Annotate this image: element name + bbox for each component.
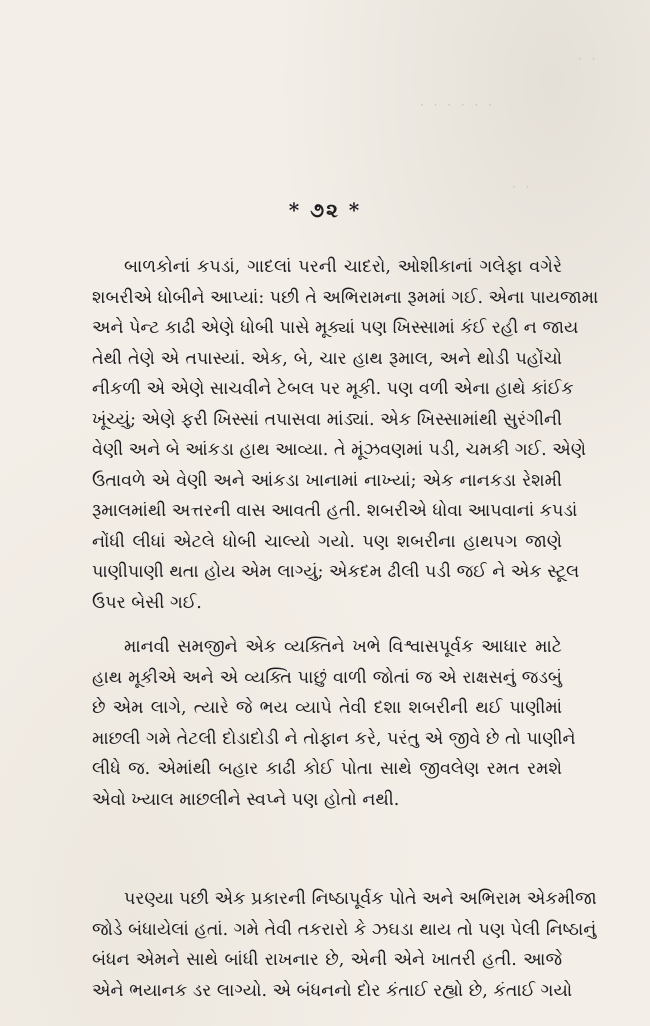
paragraph-1	[92, 252, 599, 618]
text-line: શબરીએ ધોબીને આપ્યાં: પછી તે અભિરામના રૂમમાં ગઈ. એના પાયજામા	[92, 287, 599, 308]
chapter-heading: * ૭૨ *	[288, 198, 362, 222]
paragraph-3	[92, 884, 597, 1006]
text-line: બાળકોનાં કપડાં, ગાદલાં પરની ચાદરો, ઓશીકાનાં ગલેફા વગેરે	[124, 257, 562, 277]
bleed-through-marks: · ·	[512, 180, 533, 194]
text-line: છે એમ લાગે, ત્યારે જે ભય વ્યાપે તેવી દશા શબરીની થઈ પાણીમાં	[92, 698, 562, 718]
text-line: માછલી ગમે તેટલી દોડાદોડી ને તોફાન કરે, પરંતુ એ જીવે છે તો પાણીને	[92, 728, 576, 749]
bleed-through-marks: · ·	[578, 52, 599, 66]
text-line: તેથી તેણે એ તપાસ્યાં. એક, બે, ચાર હાથ રૂમાલ, અને થોડી પહોંચો	[92, 348, 562, 369]
paragraph-2	[92, 632, 576, 815]
text-line: એને ભયાનક ડર લાગ્યો. એ બંધનનો દોર કંતાઈ રહ્યો છે, કંતાઈ ગયો	[92, 980, 573, 1001]
bleed-through-marks: · · · · · ·	[420, 98, 495, 112]
text-line: પાણીપાણી થતા હોય એમ લાગ્યું; એકદમ ઢીલી પડી જઈ ને એક સ્ટૂલ	[92, 562, 580, 582]
text-line: રૂમાલમાંથી અત્તરની વાસ આવતી હતી. શબરીએ ધોવા આપવાનાં કપડાં	[92, 501, 578, 521]
text-line: ખૂંચ્યું; એણે ફરી ખિસ્સાં તપાસવા માંડ્યાં. એક ખિસ્સામાંથી સુરંગીની	[92, 409, 562, 430]
text-line: હાથ મૂકીએ અને એ વ્યક્તિ પાછું વાળી જોતાં જ એ રાક્ષસનું જડબું	[92, 667, 562, 688]
text-line: માનવી સમજીને એક વ્યક્તિને ખભે વિશ્વાસપૂર્વક આધાર માટે	[124, 637, 562, 657]
text-line: લીધે જ. એમાંથી બહાર કાઢી કોઈ પોતા સાથે જીવલેણ રમત રમશે	[92, 759, 562, 779]
text-line: અને પેન્ટ કાઢી એણે ધોબી પાસે મૂક્યાં પણ ખિસ્સામાં કંઈ રહી ન જાય	[92, 318, 579, 338]
text-line: નીકળી એ એણે સાચવીને ટેબલ પર મૂકી. પણ વળી એના હાથે કાંઈક	[92, 379, 574, 399]
text-line: જોડે બંધાયેલાં હતાં. ગમે તેવી તકરારો કે ઝઘડા થાય તો પણ પેલી નિષ્ઠાનું	[92, 919, 597, 940]
text-line: વેણી અને બે આંકડા હાથ આવ્યા. તે મૂંઝવણમાં પડી, ચમકી ગઈ. એણે	[92, 440, 587, 460]
text-line: પરણ્યા પછી એક પ્રકારની નિષ્ઠાપૂર્વક પોતે અને અભિરામ એકમીજા	[124, 889, 597, 909]
text-line: એવો ખ્યાલ માછલીને સ્વપ્ને પણ હોતો નથી.	[92, 789, 400, 810]
text-line: બંધન એમને સાથે બાંધી રાખનાર છે, એની એને ખાતરી હતી. આજે	[92, 950, 562, 970]
text-line: ઉતાવળે એ વેણી અને આંકડા ખાનામાં નાખ્યાં; એક નાનકડા રેશમી	[92, 470, 562, 491]
text-line: ઉપર બેસી ગઈ.	[92, 592, 202, 613]
text-line: નોંધી લીધાં એટલે ધોબી ચાલ્યો ગયો. પણ શબરીના હાથપગ જાણે	[92, 531, 562, 552]
